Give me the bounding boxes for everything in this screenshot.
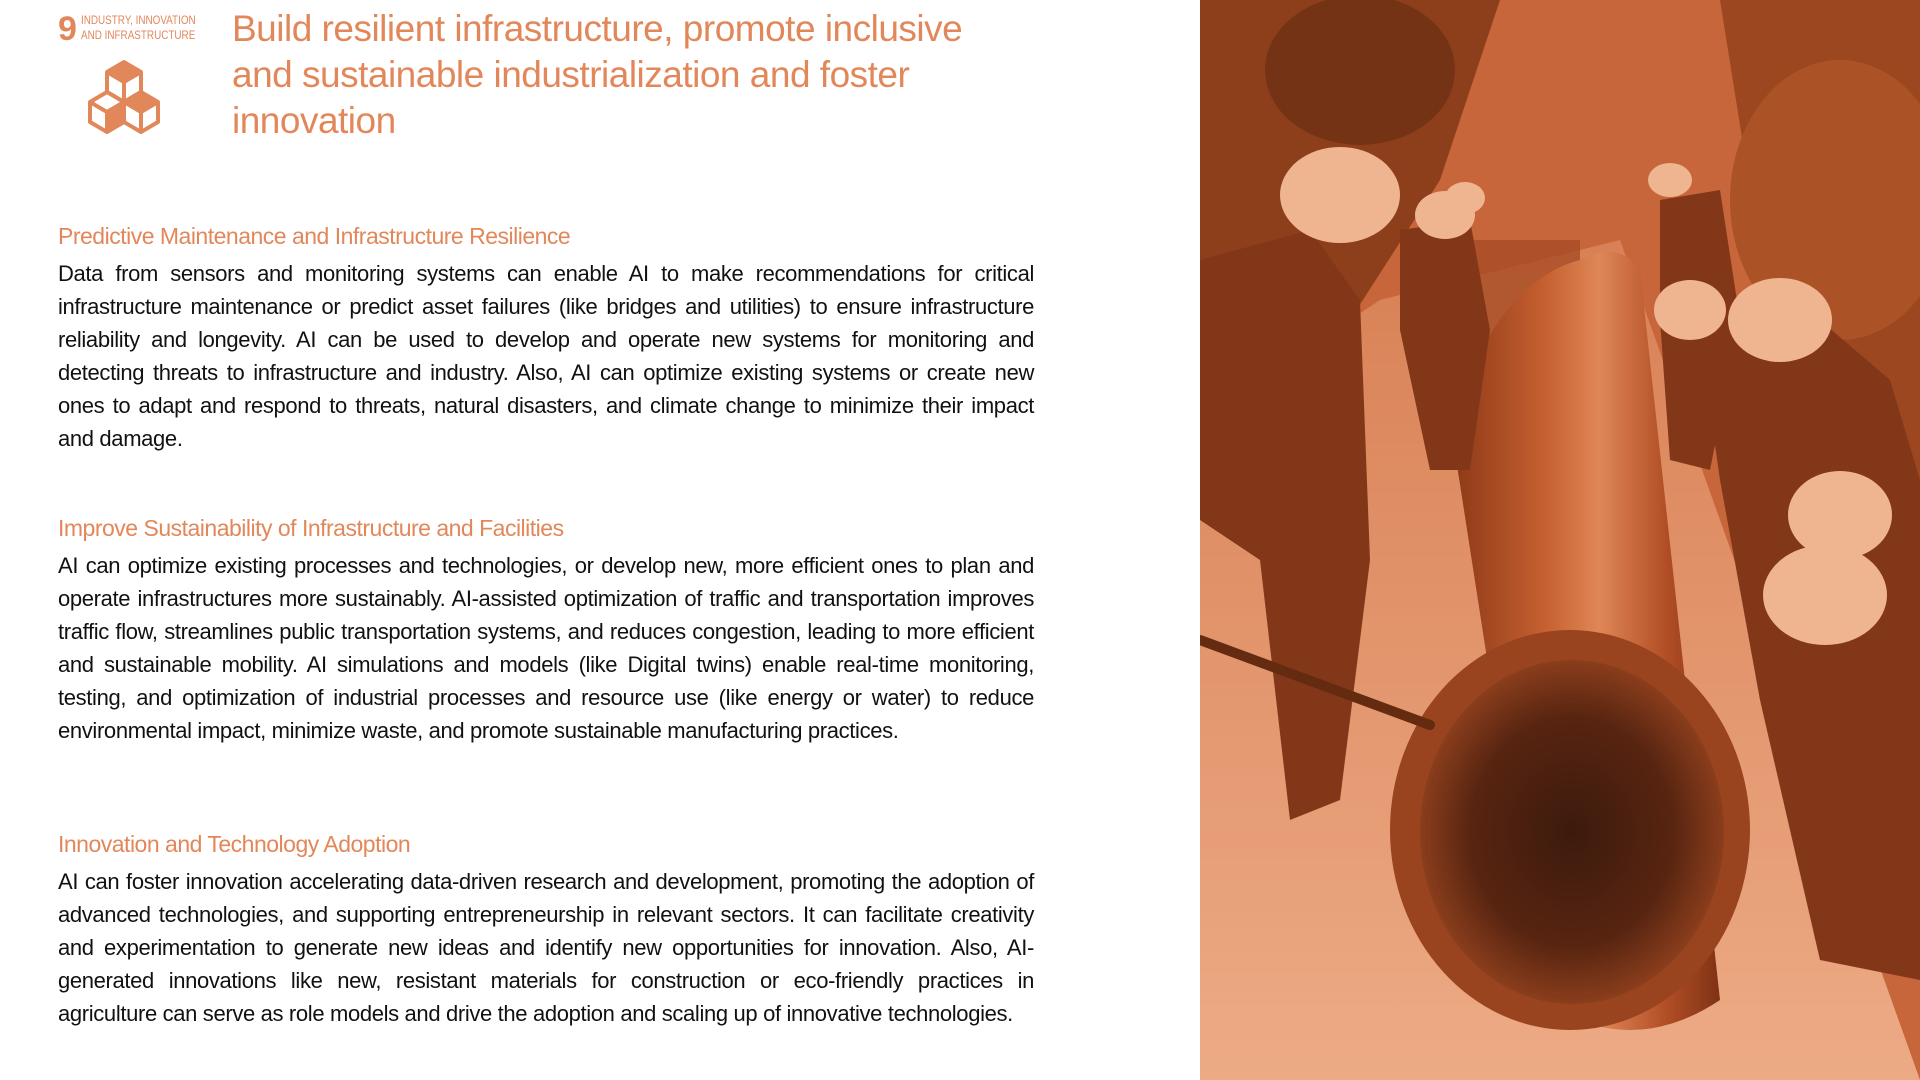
- section-body: Data from sensors and monitoring systems can enable AI to make recommendations for critical infrastructure maintenance or predict asset failures (like bridges and utilities) to ensure infrastructure reliability and longevity. AI can be used to develop and operate new systems for monitoring and detecting threats to infrastructure and industry. Also, AI can optimize existing systems or create new ones to adapt and respond to threats, natural disasters, and climate change to minimize their impact and damage.: [58, 261, 1034, 451]
- section-innovation: [58, 829, 1034, 1030]
- sdg-number: 9: [58, 10, 76, 48]
- section-body: AI can foster innovation accelerating data-driven research and development, promoting the adoption of advanced technologies, and supporting entrepreneurship in relevant sectors. It can facilitate creativity and experimentation to generate new ideas and identify new opportunities for innovation. Also, AI-generated innovations like new, resistant materials for construction or eco-friendly practices in agriculture can serve as role models and drive the adoption and scaling up of innovative technologies.: [58, 869, 1034, 1026]
- workers-pipeline-photo: [1200, 0, 1920, 1080]
- section-heading: Innovation and Technology Adoption: [58, 831, 411, 857]
- photo-illustration: [1200, 0, 1920, 1080]
- section-sustainability: [58, 513, 1034, 747]
- section-predictive-maintenance: [58, 221, 1034, 455]
- section-heading: Predictive Maintenance and Infrastructure Resilience: [58, 223, 571, 249]
- goal-title: Build resilient infrastructure, promote inclusive and sustainable industrialization and foster innovation: [232, 8, 963, 141]
- sdg-label: [81, 14, 196, 44]
- sdg-badge: [58, 12, 198, 142]
- section-body: AI can optimize existing processes and technologies, or develop new, more efficient ones to plan and operate infrastructures more sustainably. AI-assisted optimization of traffic and transportation improves traffic flow, streamlines public transportation systems, and reduces congestion, leading to more efficient and sustainable mobility. AI simulations and models (like Digital twins) enable real-time monitoring, testing, and optimization of industrial processes and resource use (like energy or water) to reduce environmental impact, minimize waste, and promote sustainable manufacturing practices.: [58, 553, 1034, 743]
- section-heading: Improve Sustainability of Infrastructure and Facilities: [58, 515, 564, 541]
- sdg-label-line-2: AND INFRASTRUCTURE: [81, 30, 196, 42]
- sdg-label-line-1: INDUSTRY, INNOVATION: [81, 15, 196, 27]
- cubes-icon: [83, 58, 165, 148]
